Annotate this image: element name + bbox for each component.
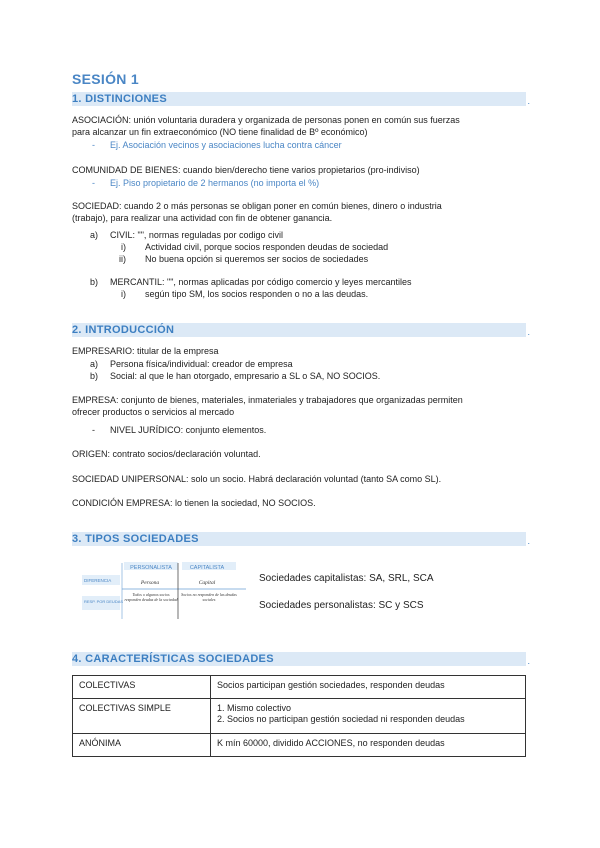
empresa-line-1: EMPRESA: conjunto de bienes, materiales, inmateriales y trabajadores que organizadas permiten (72, 395, 463, 405)
page-title: SESIÓN 1 (72, 71, 139, 87)
empresa-line-2: ofrecer productos o servicios al mercado (72, 407, 235, 417)
bullet-marker: - (92, 178, 95, 188)
hw-cell-todos-socios: Todos o algunos socios responden deudas de la sociedad (124, 592, 178, 602)
heading-dot: . (527, 656, 530, 666)
empresario-item-a: Persona física/individual: creador de empresa (110, 359, 293, 369)
asociacion-line-1: ASOCIACIÓN: unión voluntaria duradera y organizada de personas ponen en común sus fuerzas (72, 115, 460, 125)
section-heading-tipos (72, 532, 530, 546)
table-cell-name: ANÓNIMA (73, 734, 211, 757)
section-heading-caracteristicas (72, 652, 530, 666)
list-marker-b: b) (90, 277, 99, 287)
hw-cell-capital: Capital (198, 580, 216, 586)
heading-dot: . (527, 327, 530, 337)
civil-subitem-i: Actividad civil, porque socios responden deudas de sociedad (145, 242, 389, 252)
bullet-marker: - (92, 140, 95, 150)
heading-dot: . (527, 536, 530, 546)
capitalistas-line: Sociedades capitalistas: SA, SRL, SCA (259, 573, 434, 584)
list-marker-a: a) (90, 359, 99, 369)
heading-dot: . (527, 96, 530, 106)
list-marker-i: i) (121, 289, 126, 299)
hw-cell-persona: Persona (140, 580, 160, 586)
hw-row-diferencia: DIFERENCIA (84, 578, 112, 583)
comunidad-line: COMUNIDAD DE BIENES: cuando bien/derecho tiene varios propietarios (pro-indiviso) (72, 165, 420, 175)
hw-col-capitalista: CAPITALISTA (189, 565, 225, 571)
table-row (73, 734, 526, 757)
origen-line: ORIGEN: contrato socios/declaración voluntad. (72, 449, 261, 459)
list-marker-i: i) (121, 242, 126, 252)
section-heading-text: 4. CARACTERÍSTICAS SOCIEDADES (72, 653, 274, 665)
empresario-line: EMPRESARIO: titular de la empresa (72, 346, 219, 356)
unipersonal-line: SOCIEDAD UNIPERSONAL: solo un socio. Habrá declaración voluntad (tanto SA como SL). (72, 474, 442, 484)
empresario-item-b: Social: al que le han otorgado, empresario a SL o SA, NO SOCIOS. (110, 371, 381, 381)
nivel-juridico-item: NIVEL JURÍDICO: conjunto elementos. (110, 425, 267, 435)
condicion-line: CONDICIÓN EMPRESA: lo tienen la sociedad, NO SOCIOS. (72, 498, 316, 508)
list-marker-ii: ii) (119, 254, 126, 264)
section-heading-introduccion (72, 323, 530, 337)
list-marker-b: b) (90, 371, 99, 381)
section-heading-text: 2. INTRODUCCIÓN (72, 324, 175, 336)
section-heading-text: 1. DISTINCIONES (72, 93, 167, 105)
hw-col-personalista: PERSONALISTA (130, 565, 172, 571)
bullet-marker: - (92, 425, 95, 435)
table-cell-line: 2. Socios no participan gestión sociedad ni responden deudas (217, 714, 465, 724)
table-cell-desc: K mín 60000, dividido ACCIONES, no responden deudas (211, 734, 526, 757)
table-cell-line: 1. Mismo colectivo (217, 703, 292, 713)
table-row (73, 699, 526, 734)
caracteristicas-table (72, 675, 526, 757)
table-cell-desc: Socios participan gestión sociedades, responden deudas (211, 676, 526, 699)
table-cell-name: COLECTIVAS (73, 676, 211, 699)
sociedad-line-2: (trabajo), para realizar una actividad con fin de obtener ganancia. (72, 213, 333, 223)
section-heading-text: 3. TIPOS SOCIEDADES (72, 533, 199, 545)
list-marker-a: a) (90, 230, 99, 240)
hw-cell-socios-no: Socios no responden de las deudas sociales (181, 592, 237, 602)
comunidad-example: Ej. Piso propietario de 2 hermanos (no importa el %) (110, 178, 320, 188)
sociedad-line-1: SOCIEDAD: cuando 2 o más personas se obligan poner en común bienes, dinero o industria (72, 201, 442, 211)
section-heading-distinciones (72, 92, 530, 106)
hw-row-resp: RESP. POR DEUDAS (84, 599, 124, 604)
civil-item: CIVIL: "", normas reguladas por codigo civil (110, 230, 283, 240)
mercantil-item: MERCANTIL: "", normas aplicadas por código comercio y leyes mercantiles (110, 277, 412, 287)
mercantil-subitem-i: según tipo SM, los socios responden o no a las deudas. (145, 289, 369, 299)
handwritten-comparison-table (82, 559, 248, 622)
table-row (73, 676, 526, 699)
personalistas-line: Sociedades personalistas: SC y SCS (259, 600, 424, 611)
asociacion-line-2: para alcanzar un fin extraeconómico (NO tiene finalidad de Bº económico) (72, 127, 368, 137)
civil-subitem-ii: No buena opción si queremos ser socios de sociedades (145, 254, 369, 264)
table-cell-name: COLECTIVAS SIMPLE (73, 699, 211, 734)
table-cell-desc (211, 699, 526, 734)
asociacion-example: Ej. Asociación vecinos y asociaciones lucha contra cáncer (110, 140, 342, 150)
